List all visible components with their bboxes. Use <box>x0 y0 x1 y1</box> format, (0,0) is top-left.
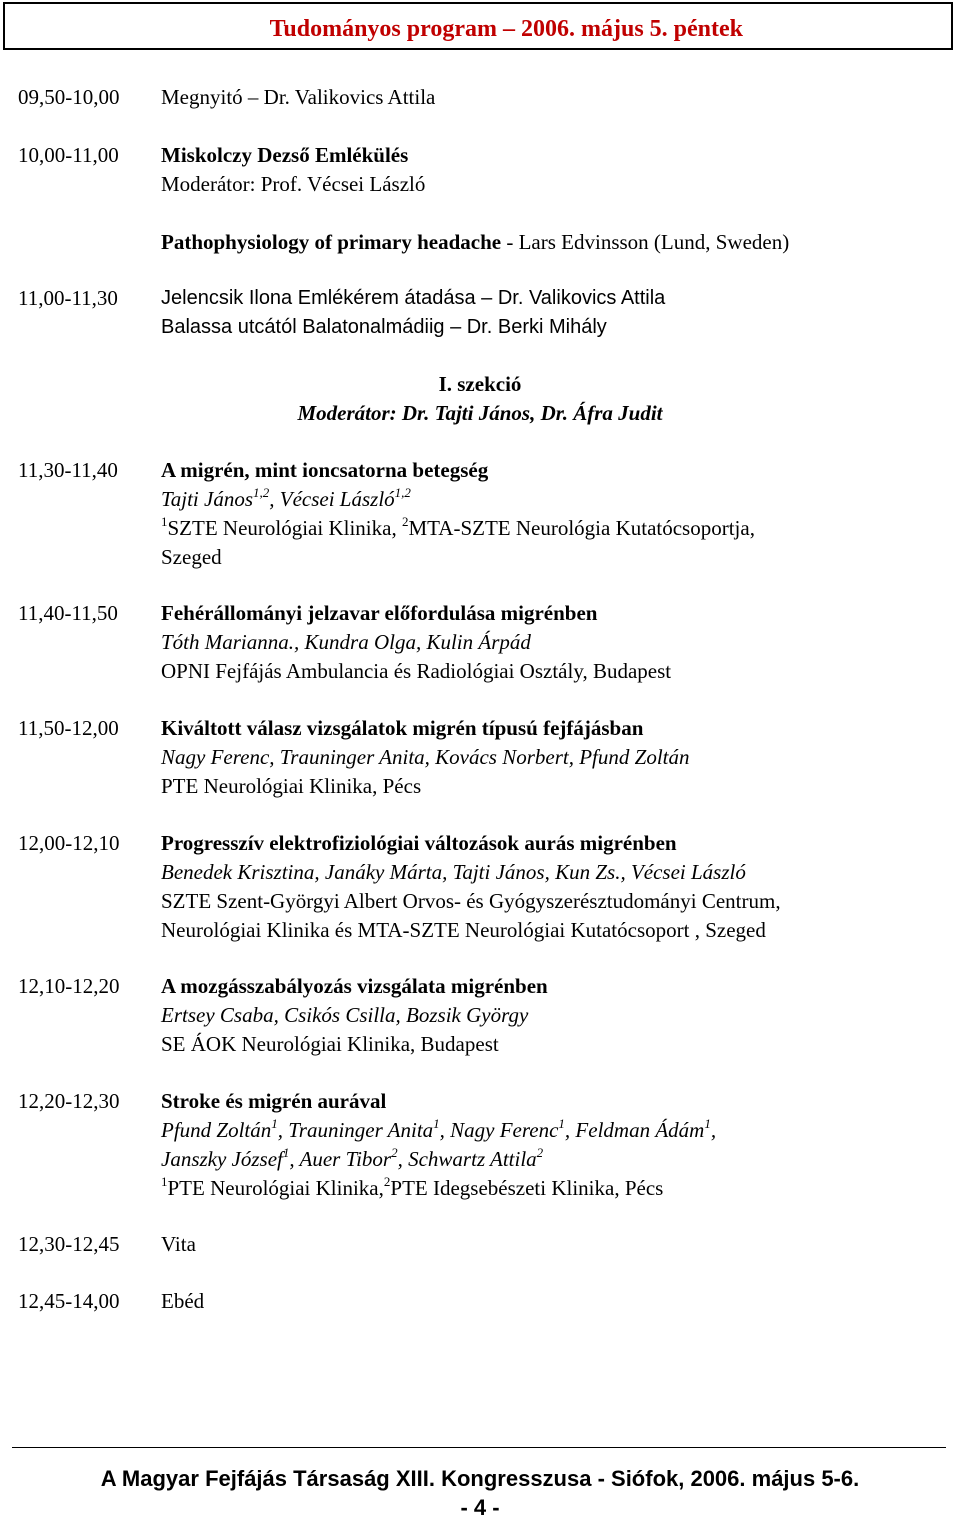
footer-divider <box>12 1447 946 1448</box>
lecture: Pathophysiology of primary headache - Lars Edvinsson (Lund, Sweden) <box>161 230 790 254</box>
item-title: Miskolczy Dezső Emlékülés <box>161 143 409 167</box>
talk-affiliation: SZTE Szent-Györgyi Albert Orvos- és Gyógyszerésztudományi Centrum, <box>161 889 781 913</box>
time-slot: 11,50-12,00 <box>18 716 119 740</box>
time-slot: 12,00-12,10 <box>18 831 120 855</box>
session-moderators: Moderátor: Dr. Tajti János, Dr. Áfra Judit <box>297 401 663 425</box>
program-item-memorial-session <box>161 141 951 257</box>
time-slot: 12,10-12,20 <box>18 974 120 998</box>
talk-title: A migrén, mint ioncsatorna betegség <box>161 458 489 482</box>
talk-title: Progresszív elektrofiziológiai változások aurás migrénben <box>161 831 677 855</box>
lecture-title: Pathophysiology of primary headache <box>161 230 502 254</box>
talk-affiliation-city: Szeged <box>161 545 222 569</box>
talk-title: Fehérállományi jelzavar előfordulása migrénben <box>161 601 598 625</box>
talk-authors: Pfund Zoltán$^1$, Trauninger Anita$^1$, Nagy Ferenc$^1$, Feldman Ádám$^1$, <box>161 1116 717 1142</box>
talk <box>161 972 951 1059</box>
page-number: - 4 - <box>460 1495 500 1520</box>
talk-authors: Ertsey Csaba, Csikós Csilla, Bozsik György <box>161 1003 529 1027</box>
talk-authors: Janszky József$^1$, Auer Tibor$^2$, Schwartz Attila$^2$ <box>161 1145 544 1171</box>
time-slot: 11,30-11,40 <box>18 458 118 482</box>
program-item-opening <box>161 83 951 112</box>
time-slot: 12,20-12,30 <box>18 1089 120 1113</box>
talk-affiliation: $^1$PTE Neurológiai Klinika,$^2$PTE Idegsebészeti Klinika, Pécs <box>161 1174 664 1200</box>
item-title: Ebéd <box>161 1289 205 1313</box>
program-item-lunch <box>161 1287 951 1316</box>
talk-affiliation: $^1$SZTE Neurológiai Klinika, $^2$MTA-SZTE Neurológia Kutatócsoportja, <box>161 514 755 540</box>
program-item-discussion <box>161 1230 951 1259</box>
talk-authors: Benedek Krisztina, Janáky Márta, Tajti János, Kun Zs., Vécsei László <box>161 860 746 884</box>
session-title: I. szekció <box>438 372 522 396</box>
talk-affiliation: OPNI Fejfájás Ambulancia és Radiológiai Osztály, Budapest <box>161 659 672 683</box>
item-title: Megnyitó – Dr. Valikovics Attila <box>161 85 436 109</box>
talk <box>161 829 951 945</box>
program-item-award <box>161 284 951 342</box>
lecture-line: Balassa utcától Balatonalmádiig – Dr. Berki Mihály <box>161 316 607 338</box>
time-slot: 12,45-14,00 <box>18 1289 120 1313</box>
talk <box>161 599 951 686</box>
talk-title: A mozgásszabályozás vizsgálata migrénben <box>161 974 548 998</box>
talk-title: Kiváltott válasz vizsgálatok migrén típusú fejfájásban <box>161 716 644 740</box>
header-box <box>3 2 953 50</box>
talk-affiliation: Neurológiai Klinika és MTA-SZTE Neurológiai Kutatócsoport , Szeged <box>161 918 766 942</box>
talk-affiliation: PTE Neurológiai Klinika, Pécs <box>161 774 422 798</box>
talk <box>161 714 951 801</box>
page-title: Tudományos program – 2006. május 5. péntek <box>269 16 743 42</box>
talk <box>161 1087 951 1203</box>
talk-authors: Tajti János$^{1,2}$, Vécsei László$^{1,2}$ <box>161 485 411 511</box>
time-slot: 11,00-11,30 <box>18 286 118 310</box>
award-line: Jelencsik Ilona Emlékérem átadása – Dr. Valikovics Attila <box>161 287 666 309</box>
lecture-speaker: Lars Edvinsson (Lund, Sweden) <box>518 230 790 254</box>
talk-title: Stroke és migrén aurával <box>161 1089 387 1113</box>
footer-text: A Magyar Fejfájás Társaság XIII. Kongresszusa - Siófok, 2006. május 5-6. <box>100 1466 860 1491</box>
time-slot: 12,30-12,45 <box>18 1232 120 1256</box>
time-slot: 10,00-11,00 <box>18 143 119 167</box>
time-slot: 11,40-11,50 <box>18 601 118 625</box>
talk-affiliation: SE ÁOK Neurológiai Klinika, Budapest <box>161 1032 499 1056</box>
moderator: Moderátor: Prof. Vécsei László <box>161 172 426 196</box>
talk-authors: Nagy Ferenc, Trauninger Anita, Kovács Norbert, Pfund Zoltán <box>161 745 690 769</box>
item-title: Vita <box>161 1232 196 1256</box>
talk <box>161 456 951 572</box>
talk-authors: Tóth Marianna., Kundra Olga, Kulin Árpád <box>161 630 531 654</box>
time-slot: 09,50-10,00 <box>18 85 120 109</box>
